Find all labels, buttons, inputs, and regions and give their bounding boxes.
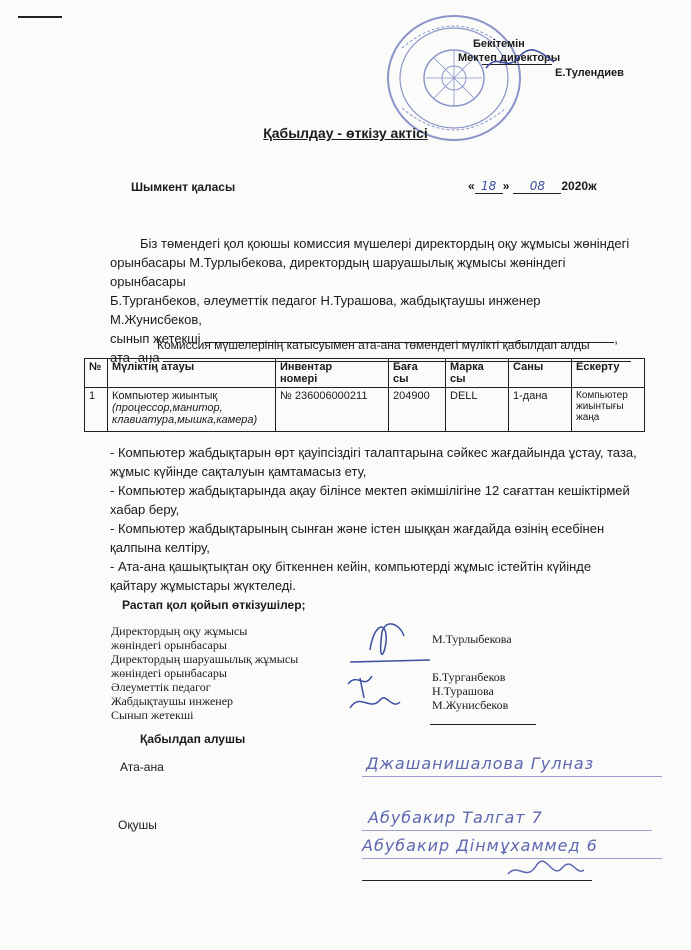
table-header-row xyxy=(85,359,645,388)
commission-text: Комиссия мүшелерінің катысуымен ата-ана төмендегі мүлікті қабылдап алды xyxy=(157,338,590,352)
intro-line-3: Б.Турганбеков, әлеуметтік педагог Н.Турашова, жабдықтаушы инженер М.Жунисбеков, xyxy=(110,293,541,327)
date-quote-open: « xyxy=(468,179,475,193)
parent-signature-line xyxy=(362,776,662,777)
approval-title: Бекітемін xyxy=(473,38,525,50)
col-name: Мүліктің атауы xyxy=(108,359,276,388)
name-turlybekova: М.Турлыбекова xyxy=(432,632,512,646)
role-deputy-academic-2: жөніндегі орынбасары xyxy=(111,638,227,652)
name-turganbekov: Б.Турганбеков xyxy=(432,670,506,684)
role-social-pedagogue: Әлеуметтік педагог xyxy=(111,680,211,694)
cell-name-detail: (процессор,манитор, клавиатура,мышка,камера) xyxy=(112,402,258,426)
date-day: 18 xyxy=(475,179,503,194)
role-deputy-academic-1: Директордың оқу жұмысы xyxy=(111,624,248,638)
intro-line-4: сынып жетекші , xyxy=(110,331,618,346)
col-price: Бағa сы xyxy=(389,359,446,388)
document-title: Қабылдау - өткізу актісі xyxy=(263,125,428,141)
col-note: Ескерту xyxy=(572,359,645,388)
recipient-header: Қабылдап алушы xyxy=(140,732,246,746)
date-quote-close: » xyxy=(502,179,510,193)
approval-director-name: Е.Тулендиев xyxy=(555,67,624,79)
city-label: Шымкент қаласы xyxy=(131,180,236,194)
name-turashova: Н.Турашова xyxy=(432,684,494,698)
parent-label: Ата-ана xyxy=(120,760,164,774)
signatories-header: Растап қол қойып өткізушілер; xyxy=(122,598,306,612)
obligations-list xyxy=(110,443,640,595)
role-deputy-admin-2: жөніндегі орынбасары xyxy=(111,666,227,680)
cell-count: 1-дана xyxy=(509,388,572,432)
signatory-roles xyxy=(111,624,298,722)
col-inventory: Инвентар номері xyxy=(276,359,389,388)
top-rule xyxy=(18,16,62,18)
cell-inventory: № 236006000211 xyxy=(276,388,389,432)
rule-item: - Компьютер жабдықтарының сынған және істен шыққан жағдайда өзінің есебінен қалпына келтіру, xyxy=(110,521,605,555)
pupil-label: Оқушы xyxy=(118,818,157,832)
date-year: 2020ж xyxy=(561,179,597,193)
cell-note: Компьютер жиынтығы жаңа xyxy=(572,388,645,432)
pupil-signature xyxy=(500,856,590,886)
col-num: № xyxy=(85,359,108,388)
rule-item: - Ата-ана қашықтықтан оқу біткеннен кейін, компьютерді жұмыс істейтін күйінде қайтару жұмыстары жүктеледі. xyxy=(110,559,592,593)
class-teacher-label: сынып жетекші xyxy=(110,331,201,346)
intro-line-1: Біз төмендегі қол қоюшы комиссия мүшелері директордың оқу жұмысы жөніндегі xyxy=(140,236,630,251)
table-row xyxy=(85,388,645,432)
pupil-handwritten-name-2: Абубакир Дінмұхаммед 6 xyxy=(362,836,598,855)
document-date xyxy=(468,179,597,194)
parent-handwritten-name: Джашанишалова Гулназ xyxy=(366,754,595,773)
intro-line-2: орынбасары М.Турлыбекова, директордың шаруашылық жұмысы жөніндегі орынбасары xyxy=(110,255,566,289)
property-table xyxy=(84,358,645,432)
name-zhunisbekov: М.Жунисбеков xyxy=(432,698,509,712)
rule-item: - Компьютер жабдықтарында ақау білінсе мектеп әкімшілігіне 12 сағаттан кешіктірмей хабар беру, xyxy=(110,483,630,517)
col-count: Саны xyxy=(509,359,572,388)
approval-position: Мектеп директоры xyxy=(458,52,561,64)
col-brand: Марка сы xyxy=(446,359,509,388)
pupil-signature-line xyxy=(362,880,592,881)
class-teacher-signature-line xyxy=(430,724,536,725)
cell-num: 1 xyxy=(85,388,108,432)
cell-brand: DELL xyxy=(446,388,509,432)
role-class-teacher: Сынып жетекші xyxy=(111,708,194,722)
parent-intro-label: ата- ана xyxy=(110,350,160,365)
cell-price: 204900 xyxy=(389,388,446,432)
director-signature xyxy=(480,46,560,76)
cell-name: Компьютер жиынтық (процессор,манитор, клавиатура,мышка,камера) xyxy=(108,388,276,432)
pupil-handwritten-name-1: Абубакир Талгат 7 xyxy=(368,808,543,827)
pupil-line-1 xyxy=(362,830,652,831)
role-engineer: Жабдықтаушы инженер xyxy=(111,694,234,708)
signatures-scribble xyxy=(330,612,440,722)
role-deputy-admin-1: Директордың шаруашылық жұмысы xyxy=(111,652,299,666)
rule-item: - Компьютер жабдықтарын өрт қауіпсіздігі талаптарына сәйкес жағдайында ұстау, таза, жұмыс күйінде сақталуын қамтамасыз ету, xyxy=(110,445,637,479)
date-month: 08 xyxy=(513,179,561,194)
